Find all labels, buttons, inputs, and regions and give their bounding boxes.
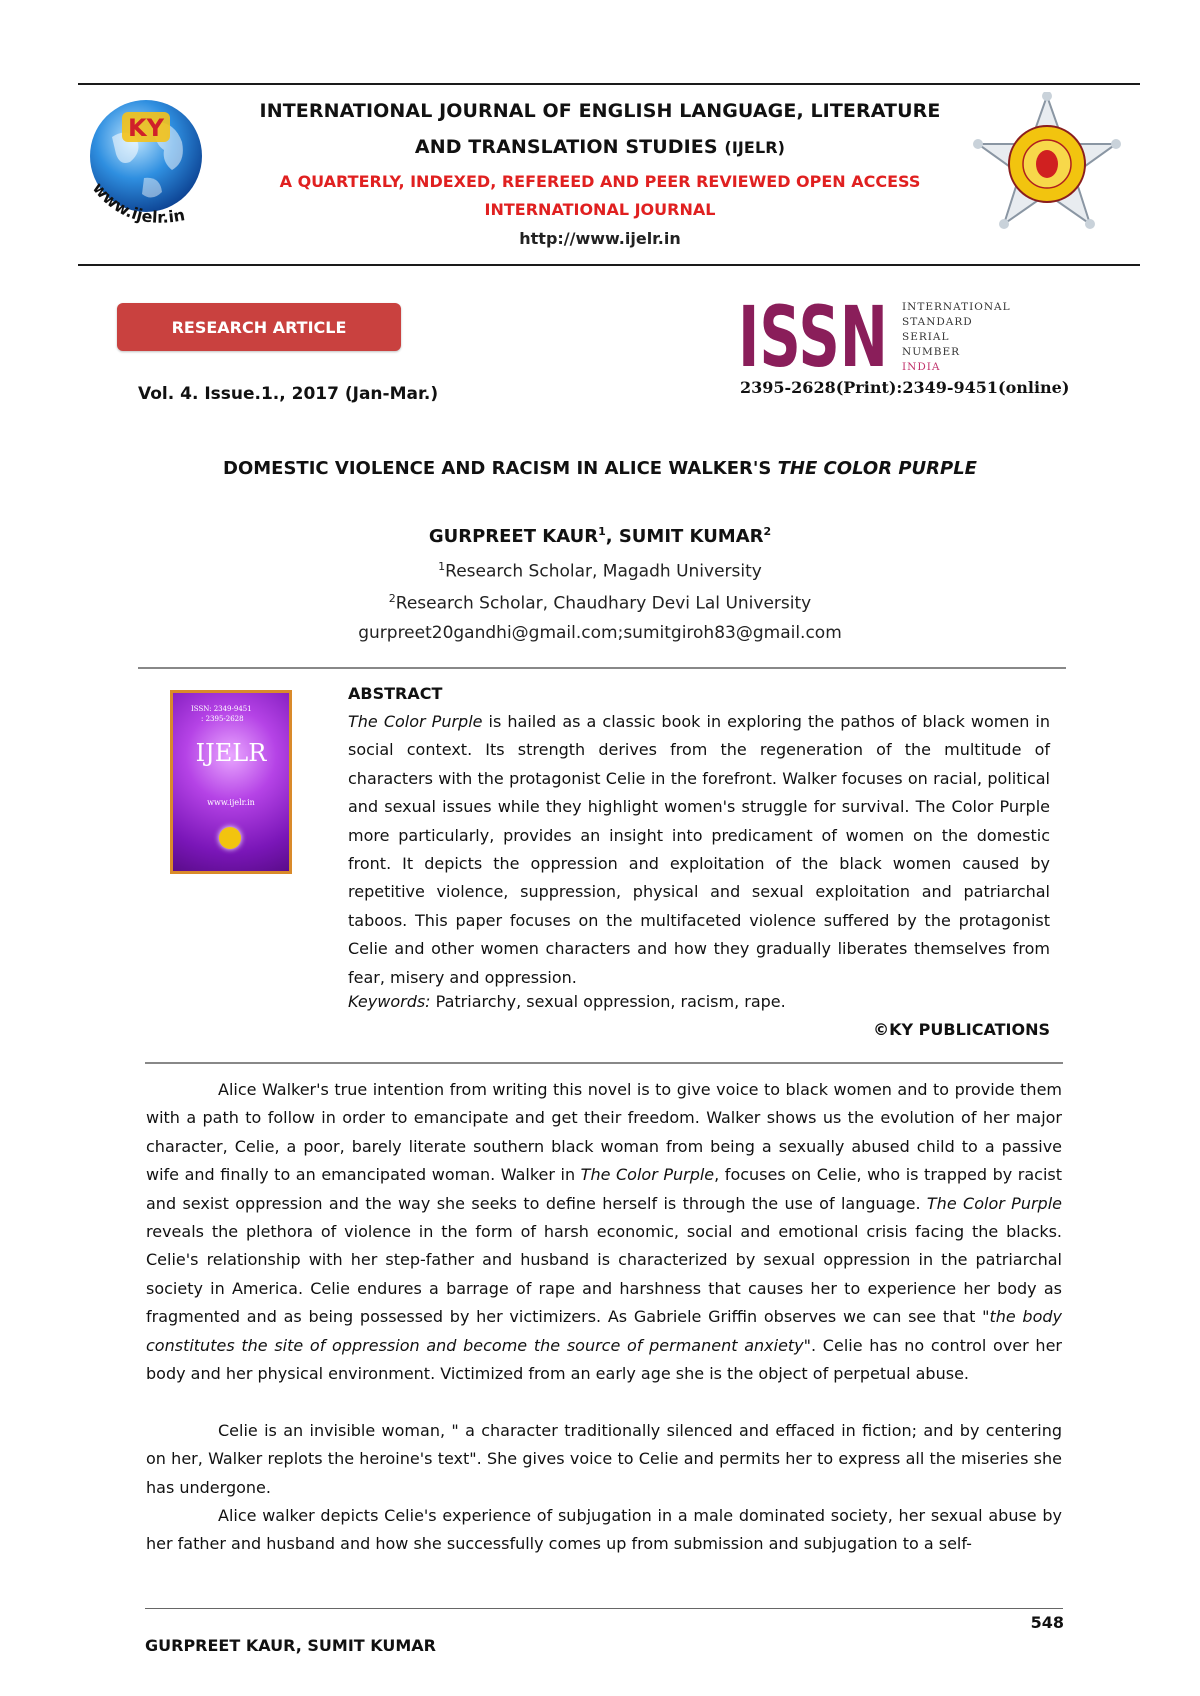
keywords-line bbox=[348, 992, 786, 1011]
paper-title bbox=[100, 458, 1100, 479]
cover-title: IJELR bbox=[195, 739, 267, 767]
affiliation-2-text: Research Scholar, Chaudhary Devi Lal University bbox=[395, 593, 812, 614]
issn-side-line: STANDARD bbox=[902, 316, 973, 328]
p1-italic-2: The Color Purple bbox=[926, 1193, 1062, 1213]
affiliation-2-sup: 2 bbox=[388, 592, 396, 605]
issn-side-line: INTERNATIONAL bbox=[902, 301, 1011, 313]
header-top-rule bbox=[78, 83, 1140, 85]
abstract-bottom-rule bbox=[145, 1062, 1063, 1064]
footer-authors: GURPREET KAUR, SUMIT KUMAR bbox=[145, 1636, 436, 1655]
author-names bbox=[100, 525, 1100, 547]
svg-text:ISSN: ISSN bbox=[738, 300, 888, 370]
cover-issn-line2: : 2395-2628 bbox=[201, 715, 244, 723]
issn-logo bbox=[738, 300, 888, 370]
abstract-top-rule bbox=[138, 667, 1066, 669]
journal-title-line1: INTERNATIONAL JOURNAL OF ENGLISH LANGUAGE, LITERATURE bbox=[259, 100, 941, 122]
svg-text:KY: KY bbox=[128, 114, 164, 142]
issn-wordmark bbox=[738, 300, 888, 370]
p1-text-c: reveals the plethora of violence in the form of harsh economic, social and emotional crisis facing the blacks. Celie's relationship with her step-father and husband is characterized by sexual oppression in the patriarchal society in America. Celie endures a barrage of rape and harshness that causes her to experience her body as fragmented and as being possessed by her victimizers. As Gabriele Griffin observes we can see that bbox=[146, 1222, 1062, 1327]
issn-side-line: SERIAL bbox=[902, 331, 950, 343]
p1-text-d: . Celie has no control over her body and her physical environment. Victimized from an early age she is the object of perpetual abuse. bbox=[146, 1335, 1062, 1384]
issn-side-line: INDIA bbox=[902, 361, 941, 373]
journal-subtitle-line1: A QUARTERLY, INDEXED, REFEREED AND PEER REVIEWED OPEN ACCESS bbox=[279, 172, 921, 191]
affiliation-1 bbox=[100, 560, 1100, 582]
issn-side-line: NUMBER bbox=[902, 346, 961, 358]
cover-issn-line1: ISSN: 2349-9451 bbox=[191, 705, 252, 713]
journal-url-link[interactable]: http://www.ijelr.in bbox=[519, 229, 681, 248]
p1-text-b: , focuses on Celie, who is trapped by racist and sexist oppression and the way she seeks to define herself is through the use of language. bbox=[146, 1165, 1063, 1213]
paper-title-italic: THE COLOR PURPLE bbox=[777, 458, 977, 479]
star-seal-icon bbox=[972, 92, 1122, 242]
abstract-body bbox=[348, 708, 1050, 992]
author-2: , SUMIT KUMAR bbox=[605, 526, 764, 547]
paper-title-main: DOMESTIC VIOLENCE AND RACISM IN ALICE WALKER'S bbox=[223, 458, 778, 479]
header-bottom-rule bbox=[78, 264, 1140, 266]
body-paragraph-3: Alice walker depicts Celie's experience of subjugation in a male dominated society, her sexual abuse by her father and husband and how she successfully comes up from submission and subjugation to a self- bbox=[146, 1506, 1062, 1554]
keywords-label: Keywords: bbox=[348, 992, 431, 1011]
issn-side-text bbox=[902, 300, 1011, 375]
author-emails[interactable]: gurpreet20gandhi@gmail.com;sumitgiroh83@gmail.com bbox=[358, 623, 842, 643]
author-2-sup: 2 bbox=[763, 525, 772, 538]
ky-globe-logo bbox=[82, 92, 220, 234]
body-paragraph-1 bbox=[146, 1076, 1062, 1388]
cover-seal-icon bbox=[219, 827, 241, 849]
svg-text:www.ijelr.in: www.ijelr.in bbox=[88, 178, 187, 227]
footer-rule bbox=[145, 1608, 1063, 1609]
journal-title-text: AND TRANSLATION STUDIES bbox=[414, 136, 718, 158]
cover-url: www.ijelr.in bbox=[207, 798, 255, 807]
author-1: GURPREET KAUR bbox=[428, 526, 599, 547]
copyright-notice: ©KY PUBLICATIONS bbox=[873, 1020, 1050, 1039]
abstract-text: is hailed as a classic book in exploring the pathos of black women in social context. Its strength derives from the regeneration of the multitude of characters with the protagonist Celie in the forefront. Walker focuses on racial, political and sexual issues while they highlight women's struggle for survival. The Color Purple more particularly, provides an insight into predicament of women on the domestic front. It depicts the oppression and exploitation of the black women caused by repetitive violence, suppression, physical and sexual exploitation and patriarchal taboos. This paper focuses on the multifaceted violence suffered by the protagonist Celie and other women characters and how they gradually liberates themselves from fear, misery and oppression. bbox=[348, 712, 1050, 987]
abstract-lead-italic: The Color Purple bbox=[348, 712, 483, 731]
affiliation-1-text: Research Scholar, Magadh University bbox=[445, 561, 762, 582]
research-article-badge: RESEARCH ARTICLE bbox=[117, 303, 401, 351]
issn-numbers: 2395-2628(Print):2349-9451(online) bbox=[740, 378, 1070, 397]
journal-abbr: (IJELR) bbox=[724, 138, 786, 157]
journal-cover-image bbox=[170, 690, 292, 874]
volume-issue: Vol. 4. Issue.1., 2017 (Jan-Mar.) bbox=[138, 384, 439, 404]
journal-title-line2 bbox=[240, 136, 960, 158]
p1-italic-3: "the body constitutes the site of oppression and become the source of permanent anxiety" bbox=[146, 1307, 1062, 1355]
abstract-heading: ABSTRACT bbox=[348, 684, 443, 703]
page-number: 548 bbox=[1030, 1613, 1064, 1632]
body-paragraph-2: Celie is an invisible woman, " a character traditionally silenced and effaced in fiction; and by centering on her, Walker replots the heroine's text". She gives voice to Celie and permits her to express all the miseries she has undergone. bbox=[146, 1421, 1062, 1497]
author-1-sup: 1 bbox=[598, 525, 606, 538]
keywords-values: Patriarchy, sexual oppression, racism, rape. bbox=[430, 992, 786, 1011]
journal-subtitle-line2: INTERNATIONAL JOURNAL bbox=[484, 200, 716, 219]
affiliation-2 bbox=[100, 592, 1100, 614]
p1-text-a: Alice Walker's true intention from writing this novel is to give voice to black women and to provide them with a path to follow in order to emancipate and get their freedom. Walker shows us the evolution of her major character, Celie, a poor, barely literate southern black woman from being a sexually abused child to a passive wife and finally to an emancipated woman. Walker in bbox=[146, 1080, 1062, 1185]
p1-italic-1: The Color Purple bbox=[580, 1165, 715, 1185]
affiliation-1-sup: 1 bbox=[438, 560, 446, 573]
